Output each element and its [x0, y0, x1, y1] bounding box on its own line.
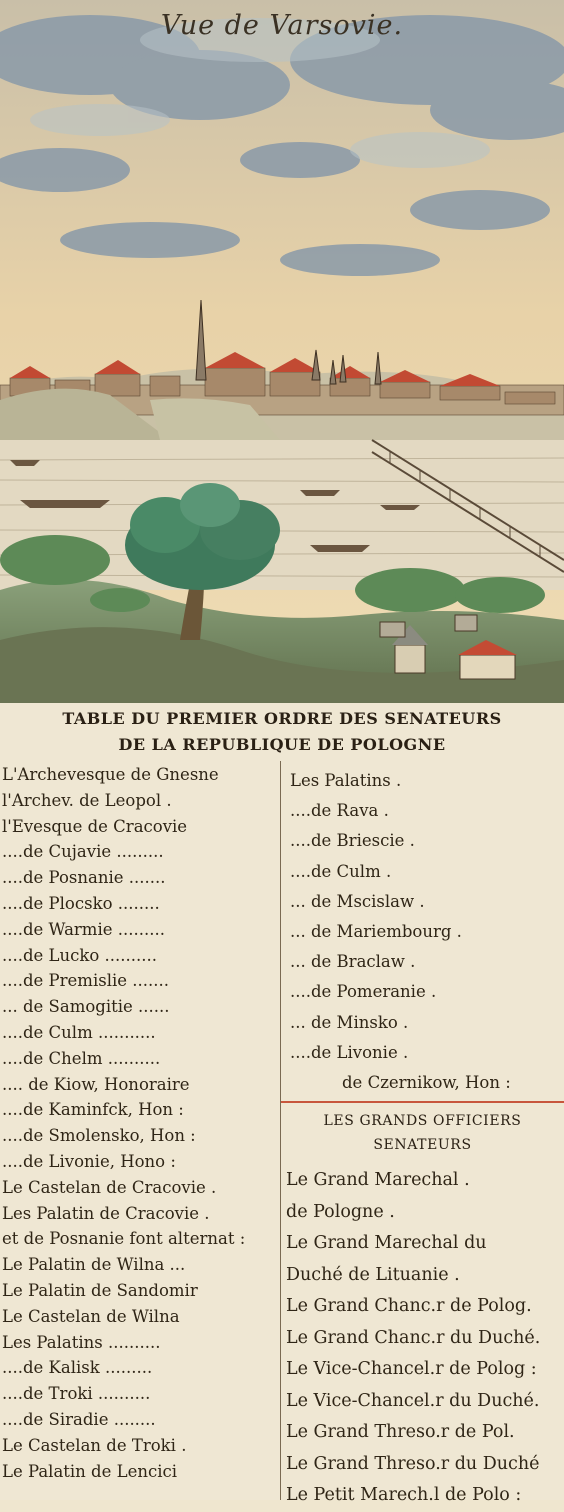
list-item: ....de Briescie .	[290, 831, 415, 851]
list-item: Le Palatin de Lencici	[2, 1461, 178, 1481]
list-item: ....de Culm .	[290, 861, 392, 881]
list-item: ....de Smolensko, Hon :	[2, 1126, 196, 1146]
list-item: .... de Kiow, Honoraire	[2, 1074, 190, 1094]
senators-table	[0, 703, 564, 1505]
list-item: Les Palatin de Cracovie .	[2, 1203, 210, 1223]
list-item: ....de Troki ..........	[2, 1384, 151, 1404]
list-item: ....de Premislie .......	[2, 971, 169, 991]
list-item: ... de Braclaw .	[290, 952, 416, 972]
warsaw-view-illustration	[0, 0, 564, 703]
list-item: Le Petit Marech.l de Polo :	[286, 1485, 522, 1505]
list-item: ....de Cujavie .........	[2, 842, 164, 862]
list-item: ....de Rava .	[290, 801, 389, 821]
list-item: ... de Mariembourg .	[290, 922, 462, 942]
list-item: Le Grand Marechal .	[286, 1170, 470, 1190]
list-item: Duché de Lituanie .	[286, 1264, 460, 1285]
list-item: ....de Siradie ........	[2, 1409, 156, 1429]
grand-officers-list	[286, 1165, 562, 1512]
officers-heading-line1: LES GRANDS OFFICIERS	[323, 1113, 522, 1129]
list-item: ....de Chelm ..........	[2, 1048, 161, 1068]
list-item: Le Castelan de Cracovie .	[2, 1177, 217, 1197]
list-item: Le Grand Chanc.r de Polog.	[286, 1296, 532, 1316]
column-divider	[280, 761, 281, 1500]
list-item: ....de Plocsko ........	[2, 893, 160, 913]
list-item: ... de Mscislaw .	[290, 891, 425, 911]
list-item: Le Castelan de Wilna	[2, 1306, 180, 1326]
list-item: ....de Warmie .........	[2, 919, 165, 939]
list-item: de Pologne .	[286, 1201, 395, 1222]
list-item: Le Palatin de Wilna ...	[2, 1255, 186, 1275]
list-item: ....de Lucko ..........	[2, 945, 158, 965]
list-item: l'Archev. de Leopol .	[2, 790, 172, 810]
list-item: ....de Culm ...........	[2, 1022, 156, 1042]
city-view-engraving	[0, 0, 564, 703]
table-heading-line2: DE LA REPUBLIQUE DE POLOGNE	[118, 735, 446, 754]
section-rule-red	[281, 1101, 564, 1103]
left-column-list	[2, 762, 278, 1484]
list-item: et de Posnanie font alternat :	[2, 1229, 246, 1249]
list-item: ....de Kaminfck, Hon :	[2, 1100, 184, 1120]
list-item: ....de Livonie, Hono :	[2, 1151, 176, 1171]
list-item: l'Evesque de Cracovie	[2, 816, 188, 836]
table-heading-line1: TABLE DU PREMIER ORDRE DES SENATEURS	[62, 709, 502, 728]
list-item: Le Palatin de Sandomir	[2, 1280, 198, 1300]
list-item: Le Vice-Chancel.r de Polog :	[286, 1359, 537, 1379]
list-item: ....de Posnanie .......	[2, 868, 166, 888]
view-title: Vue de Varsovie.	[160, 10, 404, 41]
list-item: Le Grand Threso.r de Pol.	[286, 1422, 515, 1442]
list-item: Le Grand Threso.r du Duché	[286, 1453, 540, 1474]
list-item: Les Palatins .	[290, 771, 402, 790]
list-item: Le Castelan de Troki .	[2, 1435, 187, 1455]
officers-heading-line2: SENATEURS	[373, 1137, 472, 1153]
list-item: de Czernikow, Hon :	[342, 1073, 511, 1093]
list-item: Le Grand Chanc.r du Duché.	[286, 1327, 541, 1348]
list-item: ... de Minsko .	[290, 1012, 409, 1032]
list-item: Le Vice-Chancel.r du Duché.	[286, 1390, 540, 1411]
list-item: ... de Samogitie ......	[2, 997, 170, 1017]
list-item: ....de Kalisk .........	[2, 1358, 153, 1378]
list-item: Les Palatins ..........	[2, 1332, 161, 1352]
list-item: ....de Pomeranie .	[290, 982, 437, 1002]
palatins-list	[290, 766, 562, 1098]
list-item: Le Grand Marechal du	[286, 1233, 487, 1253]
list-item: ....de Livonie .	[290, 1042, 409, 1062]
list-item: L'Archevesque de Gnesne	[2, 765, 219, 784]
